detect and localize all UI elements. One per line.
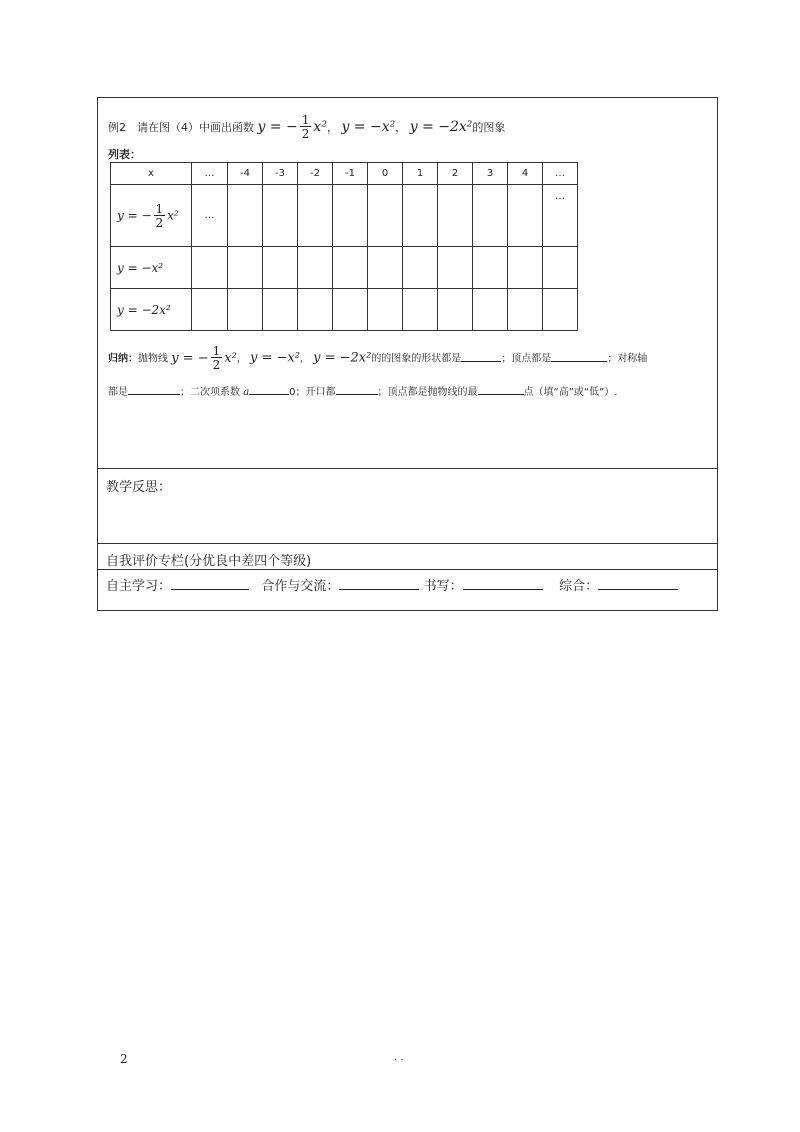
summary-label: 归纳： (108, 353, 138, 365)
table-cell[interactable] (192, 247, 228, 289)
example-prefix: 例2 请在图（4）中画出函数 (108, 121, 254, 134)
eval-writing-label: 书写： (423, 579, 463, 594)
function-1: y = − $\frac{1}{2}$ x² (257, 113, 327, 141)
row-label-fn2: y = −x² (111, 247, 192, 289)
summary-line-1: 归纳：抛物线 y = − $\frac{1}{2}$ x²， y = −x²， y = −2x²的的图象的形状都是 ；顶点都是 ；对称轴 (108, 344, 648, 372)
table-cell[interactable] (403, 289, 438, 331)
row-label-fn1: y = − $\frac{1}{2}$ x² (111, 185, 192, 247)
value-table (110, 162, 578, 331)
eval-self-study-label: 自主学习： (106, 579, 172, 594)
blank-highest-lowest[interactable] (478, 384, 524, 395)
header-cell-x: x (111, 163, 192, 185)
table-label: 列表： (108, 148, 141, 161)
header-cell: 4 (508, 163, 543, 185)
table-cell[interactable] (298, 247, 333, 289)
table-cell[interactable] (228, 185, 263, 247)
table-cell[interactable] (368, 185, 403, 247)
table-cell[interactable] (263, 289, 298, 331)
table-cell[interactable] (333, 289, 368, 331)
table-cell[interactable] (543, 247, 578, 289)
header-cell: 0 (368, 163, 403, 185)
table-cell[interactable] (298, 289, 333, 331)
table-cell[interactable] (298, 185, 333, 247)
eval-cooperation-label: 合作与交流： (261, 579, 340, 594)
eval-writing-blank[interactable] (463, 577, 543, 590)
row-label-fn3: y = −2x² (111, 289, 192, 331)
table-cell[interactable] (263, 185, 298, 247)
example-suffix: 的图象 (472, 121, 506, 134)
blank-vertex[interactable] (551, 351, 607, 362)
section-divider (98, 543, 717, 544)
table-cell[interactable] (543, 289, 578, 331)
table-row (111, 185, 578, 247)
table-cell[interactable] (438, 247, 473, 289)
table-cell[interactable]: … (192, 185, 228, 247)
table-cell[interactable] (228, 247, 263, 289)
table-cell[interactable] (228, 289, 263, 331)
page-number: 2 (120, 1052, 128, 1066)
eval-cooperation-blank[interactable] (339, 577, 419, 590)
table-cell[interactable] (473, 289, 508, 331)
reflection-label: 教学反思： (106, 480, 172, 495)
blank-coefficient[interactable] (249, 384, 289, 395)
table-header-row (111, 163, 578, 185)
table-cell[interactable] (403, 185, 438, 247)
section-divider (98, 468, 717, 469)
summary-function-3: y = −2x² (313, 350, 372, 366)
evaluation-row (106, 575, 678, 594)
header-cell: 3 (473, 163, 508, 185)
blank-axis[interactable] (128, 384, 180, 395)
blank-shape[interactable] (461, 351, 501, 362)
header-cell: 1 (403, 163, 438, 185)
function-3: y = −2x² (409, 119, 473, 135)
coefficient-a: a (243, 387, 250, 398)
header-cell: … (192, 163, 228, 185)
header-cell: -1 (333, 163, 368, 185)
table-cell[interactable] (473, 247, 508, 289)
table-cell[interactable] (192, 289, 228, 331)
table-cell[interactable] (438, 289, 473, 331)
blank-opening[interactable] (336, 384, 378, 395)
eval-self-study-blank[interactable] (171, 577, 249, 590)
table-cell[interactable]: … (543, 185, 578, 247)
eval-overall-blank[interactable] (598, 577, 678, 590)
summary-line-2: 都是 ；二次项系数 a 0；开口都 ；顶点都是抛物线的最 点（填“高”或“低”）. (108, 383, 617, 398)
table-cell[interactable] (333, 247, 368, 289)
header-cell: -2 (298, 163, 333, 185)
example-2-prompt: 例2 请在图（4）中画出函数 y = − $\frac{1}{2}$ x²， y = −x²， y = −2x²的图象 (108, 113, 506, 141)
evaluation-title: 自我评价专栏(分优良中差四个等级) (106, 554, 312, 569)
header-cell: -3 (263, 163, 298, 185)
header-cell: 2 (438, 163, 473, 185)
header-cell: -4 (228, 163, 263, 185)
table-cell[interactable] (263, 247, 298, 289)
footer-dots: . . (394, 1052, 404, 1063)
summary-function-2: y = −x² (249, 350, 300, 366)
table-cell[interactable] (403, 247, 438, 289)
section-divider (98, 569, 717, 570)
table-row (111, 247, 578, 289)
function-2: y = −x² (341, 119, 396, 135)
eval-overall-label: 综合： (559, 579, 599, 594)
table-cell[interactable] (333, 185, 368, 247)
table-cell[interactable] (368, 289, 403, 331)
table-cell[interactable] (473, 185, 508, 247)
table-cell[interactable] (508, 289, 543, 331)
table-cell[interactable] (508, 247, 543, 289)
summary-function-1: y = − $\frac{1}{2}$ x² (171, 344, 237, 372)
table-cell[interactable] (438, 185, 473, 247)
header-cell: … (543, 163, 578, 185)
table-cell[interactable] (508, 185, 543, 247)
table-cell[interactable] (368, 247, 403, 289)
table-row (111, 289, 578, 331)
worksheet-frame (97, 97, 718, 611)
